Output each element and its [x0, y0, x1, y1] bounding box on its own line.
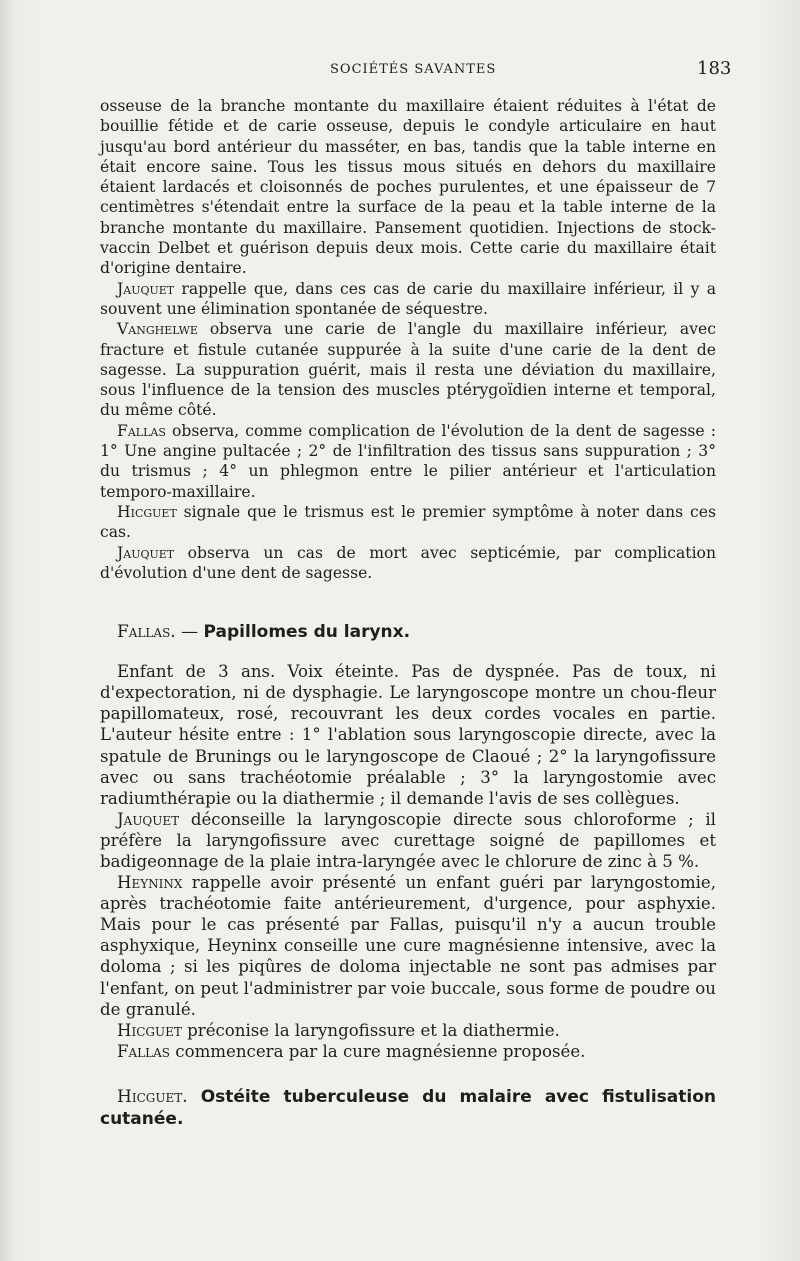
paragraph-text: observa, comme complication de l'évolution de la dent de sagesse : 1° Une angine pultacée ; 2° de l'infiltration des tissus sans suppuration ; 3° du trismus ; 4° un phlegmon entre le pilier antérieur et l'articulation temporo-maxillaire. [100, 421, 716, 501]
author-name: Heyninx [117, 873, 183, 893]
author-name: Jauquet [117, 279, 175, 298]
paragraph [100, 1041, 716, 1062]
heading-title: Ostéite tuberculeuse du malaire avec fistulisation cutanée. [100, 1086, 716, 1129]
page-body [100, 96, 716, 1130]
paragraph [100, 421, 716, 502]
paragraph [100, 502, 716, 543]
paragraph-text: observa une carie de l'angle du maxillaire inférieur, avec fracture et fistule cutanée suppurée à la suite d'une carie de la dent de sagesse. La suppuration guérit, mais il resta une déviation du maxillaire, sous l'influence de la tension des muscles ptérygoïdien interne et temporal, du même côté. [100, 320, 716, 420]
paragraph [100, 543, 716, 584]
section-heading [117, 621, 716, 643]
paragraph [100, 319, 716, 420]
paragraph-text: préconise la laryngofissure et la diathermie. [181, 1020, 560, 1040]
paragraph-text: rappelle avoir présenté un enfant guéri par laryngostomie, après trachéotomie faite antérieurement, d'urgence, pour asphyxie. Mais pour le cas présenté par Fallas, puisqu'il n'y a aucun trouble asphyxique, Heyninx conseille une cure magnésienne intensive, avec la doloma ; si les piqûres de doloma injectable ne sont pas admises par l'enfant, on peut l'administrer par voie buccale, sous forme de poudre ou de granulé. [100, 873, 716, 1019]
section-heading [100, 1086, 716, 1130]
paragraph-text: déconseille la laryngoscopie directe sous chloroforme ; il préfère la laryngofissure avec curettage soigné de papillomes et badigeonnage de la plaie intra-laryngée avec le chlorure de zinc à 5 %. [100, 809, 716, 871]
paragraph [100, 872, 716, 1020]
author-name: Jauquet [117, 543, 175, 562]
heading-author: Fallas. [117, 622, 176, 643]
running-head: SOCIÉTÉS SAVANTES [330, 62, 497, 77]
paragraph [100, 1020, 716, 1041]
page-header [0, 58, 800, 88]
paragraph: Enfant de 3 ans. Voix éteinte. Pas de dyspnée. Pas de toux, ni d'expectoration, ni de dysphagie. Le laryngoscope montre un chou-fleur papillomateux, rosé, recouvrant les deux cordes vocales en partie. L'auteur hésite entre : 1° l'ablation sous laryngoscopie directe, avec la spatule de Brunings ou le laryngoscope de Claoué ; 2° la laryngofissure avec ou sans trachéotomie préalable ; 3° la laryngostomie avec radiumthérapie ou la diathermie ; il demande l'avis de ses collègues. [100, 662, 716, 808]
paragraph [100, 809, 716, 872]
section-maxillaire [100, 96, 716, 583]
paragraph: osseuse de la branche montante du maxillaire étaient réduites à l'état de bouillie fétide et de carie osseuse, depuis le condyle articulaire en haut jusqu'au bord antérieur du masséter, en bas, tandis que la table interne en était encore saine. Tous les tissus mous situés en dehors du maxillaire étaient lardacés et cloisonnés de poches purulentes, et une épaisseur de 7 centimètres s'étendait entre la surface de la peau et la table interne de la branche montante du maxillaire. Pansement quotidien. Injections de stock-vaccin Delbet et guérison depuis deux mois. Cette carie du maxillaire était d'origine dentaire. [100, 97, 716, 278]
heading-author: Hicguet. [117, 1086, 188, 1107]
author-name: Vanghelwe [117, 320, 198, 339]
paragraph [100, 279, 716, 320]
paragraph-text: signale que le trismus est le premier symptôme à noter dans ces cas. [100, 502, 716, 542]
author-name: Jauquet [117, 809, 180, 829]
section-larynx [100, 661, 716, 1062]
page-number: 183 [697, 58, 732, 79]
paragraph-text: rappelle que, dans ces cas de carie du maxillaire inférieur, il y a souvent une élimination spontanée de séquestre. [100, 279, 716, 318]
heading-title: Papillomes du larynx. [203, 622, 411, 643]
heading-dash: — [175, 622, 204, 643]
paragraph-text: commencera par la cure magnésienne proposée. [170, 1041, 586, 1061]
author-name: Hicguet [117, 502, 177, 521]
author-name: Fallas [117, 421, 166, 440]
author-name: Hicguet [117, 1020, 182, 1040]
author-name: Fallas [117, 1041, 171, 1061]
paragraph-text: observa un cas de mort avec septicémie, par complication d'évolution d'une dent de sagesse. [100, 543, 716, 582]
